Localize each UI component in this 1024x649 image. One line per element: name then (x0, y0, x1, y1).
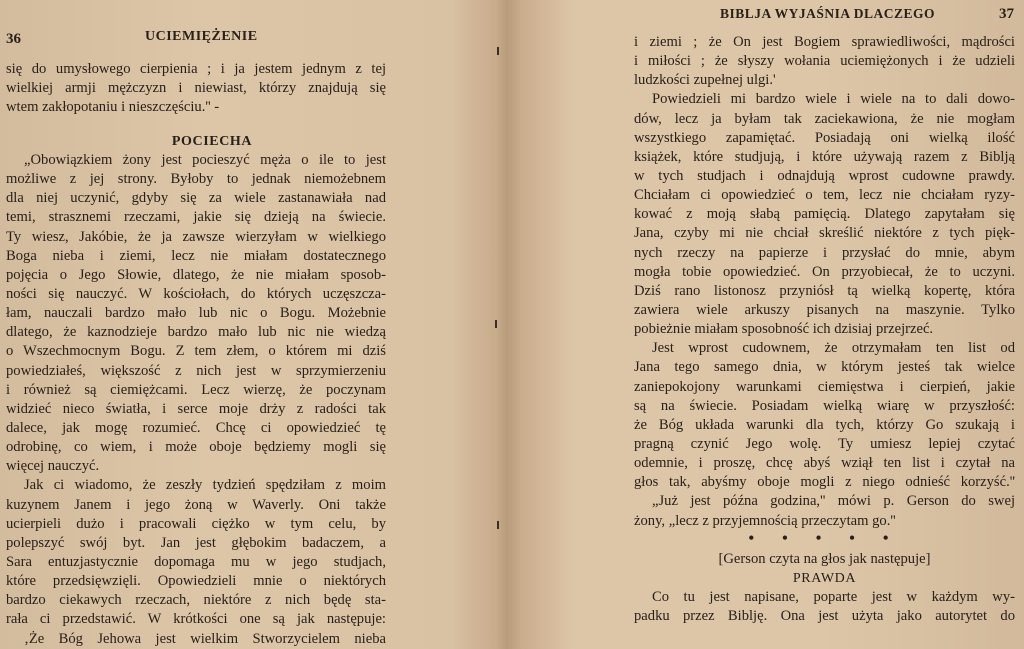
text-line: mogła tobie opowiedzieć. On przyobiecał, że to uczyni. (634, 263, 1015, 280)
margin-mark (497, 521, 499, 529)
text-line: polepszyć swój byt. Jan jest głębokim badaczem, a (6, 534, 386, 551)
text-line: możliwe z jej strony. Byłoby to jednak niemożebnem (6, 171, 386, 188)
section-heading-pociecha: POCIECHA (171, 134, 253, 149)
text-line: żony, „lecz z przyjemnością przeczytam go.'' (634, 512, 896, 529)
right-page (505, 0, 1024, 649)
left-page (0, 0, 500, 649)
text-line: które przedsięwzięli. Opowiedzieli mnie o niektórych (6, 573, 386, 590)
text-line: padku przez Biblję. Ona jest użyta jako autorytet do (634, 608, 1015, 625)
text-line: Powiedzieli mi bardzo wiele i wiele na to dali dowo- (652, 91, 1015, 108)
text-line: Chciałam ci opowiedzieć o tem, lecz nie chciałam ryzy- (634, 187, 1015, 204)
text-line: odemnie, i proszę, chcę abyś wziął ten list i czytał na (634, 455, 1015, 472)
text-line: że Bóg układa warunki dla tych, którzy Go szukają i (634, 416, 1015, 433)
left-body-text (6, 151, 386, 649)
text-line: Boga nieba i ziemi, lecz nie miałam dostatecznego (6, 247, 386, 264)
text-line: rała ci przedstawić. W krótkości one są jak następuje: (6, 611, 386, 628)
text-line: ucierpieli dużo i pracowali ciężko w tym celu, by (6, 515, 386, 532)
text-line: dla niej uczynić, gdyby się za wiele zastanawiała nad (6, 190, 386, 207)
running-head-left: UCIEMIĘŻENIE (145, 29, 258, 44)
right-top-text (634, 33, 1015, 531)
text-line: o Wszechmocnym Bogu. Z tem złem, o którem mi dziś (6, 343, 386, 360)
text-line: Sara entuzjastycznie dopomaga mu w jego studjach, (6, 553, 386, 570)
bracket-note: [Gerson czyta na głos jak następuje] (718, 551, 931, 567)
text-line: wtem zakłopotaniu i nieszczęściu.'' - (6, 99, 220, 116)
page-number-right: 37 (999, 6, 1014, 22)
text-line: pobieżnie miałam sposobność ich dzisiaj przejrzeć. (634, 321, 934, 338)
margin-mark (495, 320, 497, 328)
text-line: odrobinę, co wiem, i może oboje będziemy mogli się (6, 439, 386, 456)
text-line: Jana, czyby mi nie chciał skreślić niektóre z tych pięk- (634, 225, 1015, 242)
text-line: kuzynem Janem i jego żoną w Waverly. Oni także (6, 496, 386, 513)
section-divider-stars: • • • • • (748, 530, 901, 547)
text-line: ‚Że Bóg Jehowa jest wielkim Stworzycielem nieba (24, 630, 386, 647)
text-line: wszystkiego zapamiętać. Posiadają oni wielką ilość (634, 129, 1015, 146)
text-line: widzieć nieco światła, i serce moje drży z radości tak (6, 400, 386, 417)
margin-mark (497, 47, 499, 55)
right-bottom-text (634, 588, 1015, 626)
text-line: łam, nauczali bardzo mało lub nic o Bogu. Możebnie (6, 305, 386, 322)
text-line: są na świecie. Posiadam wielką wiarę w przyszłość: (634, 397, 1015, 414)
text-line: bardzo ciekawych rzeczach, niektóre z nich będę sta- (6, 592, 386, 609)
text-line: zawiera wiele arkuszy pisanych na maszynie. Tylko (634, 301, 1015, 318)
text-line: Jana tego samego dnia, w którym jesteś tak wielce (634, 359, 1015, 376)
text-line: się do umysłowego cierpienia ; i ja jestem jednym z tej (6, 61, 386, 77)
text-line: i ziemi ; że On jest Bogiem sprawiedliwości, mądrości (634, 34, 1015, 50)
running-head-right: BIBLJA WYJAŚNIA DLACZEGO (720, 6, 936, 21)
text-line: „Obowiązkiem żony jest pocieszyć męża o ile to jest (24, 152, 386, 168)
text-line: i również są ciemiężcami. Lecz wierzę, że poczynam (6, 381, 386, 398)
text-line: dlatego, że kaznodzieje bardzo mało lub nic nie wiedzą (6, 324, 386, 341)
text-line: więcej nauczyć. (6, 458, 100, 475)
text-line: ności się nauczyć. W kościołach, do których uczęszcza- (6, 285, 386, 302)
left-top-text (6, 60, 386, 117)
text-line: dów, lecz ja byłam tak zaciekawiona, że nie mogłam (634, 110, 1015, 127)
text-line: temi, strasznemi rzeczami, jakie się dzieją na świecie. (6, 209, 386, 226)
text-line: pragną czynić Jego wolę. Ty umiesz lepiej czytać (634, 435, 1015, 452)
section-heading-prawda: PRAWDA (792, 571, 857, 586)
text-line: pojęcia o Jego Słowie, dlatego, że nie miałam sposob- (6, 266, 386, 283)
page-number-left: 36 (6, 31, 21, 47)
text-line: wielkiej armji mężczyzn i niewiast, którzy znajdują się (6, 80, 386, 97)
text-line: książek, które studjują, i które używają razem z Biblją (634, 148, 1015, 165)
text-line: Ty wiesz, Jakóbie, że ja zawsze wierzyłam w wielkiego (6, 228, 386, 245)
text-line: głos tak, abyśmy oboje mogli z niego odnieść korzyść.'' (634, 474, 1015, 491)
text-line: „Już jest późna godzina,'' mówi p. Gerson do swej (652, 493, 1015, 510)
text-line: dalece, jak mogę rozumieć. Chcę ci opowiedzieć tę (6, 419, 386, 436)
text-line: nych rzeczy na papierze i przysłać do mnie, abym (634, 244, 1015, 261)
text-line: powiedziałeś, większość z nich jest w sprzymierzeniu (6, 362, 386, 379)
text-line: Co tu jest napisane, poparte jest w każdym wy- (652, 589, 1015, 605)
text-line: i miłości ; że słyszy wołania uciemiężonych i że udzieli (634, 53, 1015, 70)
text-line: Jest wprost cudownem, że otrzymałam ten list od (652, 340, 1015, 357)
text-line: zaniepokojony warunkami ciemięstwa i cierpień, jakie (634, 378, 1015, 395)
text-line: w tych studjach i odnajdują wprost cudowne prawdy. (634, 167, 1015, 184)
text-line: Dziś rano listonosz przyniósł tą wielką kopertę, która (634, 282, 1015, 299)
text-line: Jak ci wiadomo, że zeszły tydzień spędziłam z moim (24, 477, 386, 494)
text-line: kować z moją słabą pamięcią. Dlatego zapytałam się (634, 206, 1015, 223)
text-line: ludzkości zupełnej ulgi.' (634, 72, 776, 89)
